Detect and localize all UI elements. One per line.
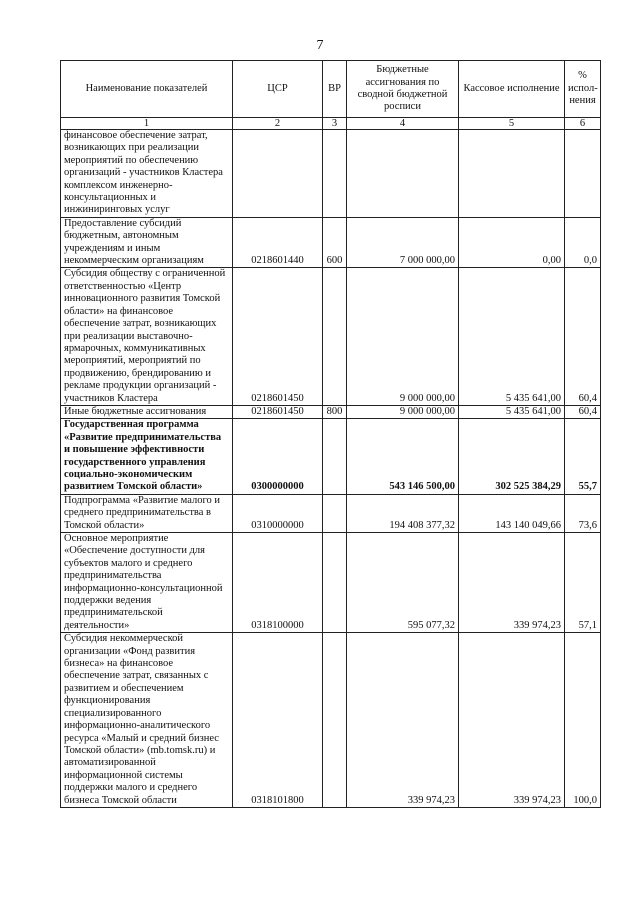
row-budget: [347, 130, 459, 218]
row-csr: 0218601450: [233, 268, 323, 405]
row-cash: 339 974,23: [459, 533, 565, 633]
row-vr: [323, 130, 347, 218]
header-row: [61, 61, 601, 118]
table-row: [61, 130, 601, 218]
table-row: [61, 533, 601, 633]
page-number: 7: [316, 38, 324, 53]
row-budget: 9 000 000,00: [347, 405, 459, 418]
row-name: Основное мероприятие «Обеспечение доступности для субъектов малого и среднего предпринимательства информационно-консультационной поддержки ведения предпринимательской деятельности»: [61, 533, 233, 633]
row-budget: 339 974,23: [347, 633, 459, 808]
row-cash: 5 435 641,00: [459, 268, 565, 405]
row-vr: [323, 419, 347, 494]
row-csr: 0310000000: [233, 494, 323, 532]
header-csr: ЦСР: [233, 61, 323, 118]
row-vr: [323, 268, 347, 405]
row-csr: 0218601450: [233, 405, 323, 418]
header-percent: % испол-нения: [565, 61, 601, 118]
row-csr: 0300000000: [233, 419, 323, 494]
row-budget: 7 000 000,00: [347, 217, 459, 268]
row-budget: 194 408 377,32: [347, 494, 459, 532]
column-number: 3: [323, 118, 347, 130]
column-number: 2: [233, 118, 323, 130]
row-percent: 73,6: [565, 494, 601, 532]
row-cash: 339 974,23: [459, 633, 565, 808]
row-vr: 800: [323, 405, 347, 418]
table-row: [61, 419, 601, 494]
row-name: Субсидия некоммерческой организации «Фонд развития бизнеса» на финансовое обеспечение затрат, связанных с развитием и обеспечением функционирования специализированного информационно-аналитического ресурса «Малый и средний бизнес Томской области» (mb.tomsk.ru) и автоматизированной информационной системы поддержки малого и среднего бизнеса Томской области: [61, 633, 233, 808]
row-vr: [323, 494, 347, 532]
row-csr: 0318100000: [233, 533, 323, 633]
row-vr: 600: [323, 217, 347, 268]
row-csr: [233, 130, 323, 218]
row-name: Государственная программа «Развитие предпринимательства и повышение эффективности государственного управления социально-экономическим развитием Томской области»: [61, 419, 233, 494]
header-cash: Кассовое исполнение: [459, 61, 565, 118]
row-cash: 143 140 049,66: [459, 494, 565, 532]
row-percent: 60,4: [565, 405, 601, 418]
column-number: 1: [61, 118, 233, 130]
table-row: [61, 268, 601, 405]
row-name: Предоставление субсидий бюджетным, автономным учреждениям и иным некоммерческим организациям: [61, 217, 233, 268]
column-number: 6: [565, 118, 601, 130]
row-cash: 302 525 384,29: [459, 419, 565, 494]
table-row: [61, 405, 601, 418]
row-percent: 60,4: [565, 268, 601, 405]
row-name: Иные бюджетные ассигнования: [61, 405, 233, 418]
row-percent: 100,0: [565, 633, 601, 808]
header-name: Наименование показателей: [61, 61, 233, 118]
table-row: [61, 217, 601, 268]
header-budget: Бюджетные ассигнования по сводной бюджетной росписи: [347, 61, 459, 118]
row-budget: 595 077,32: [347, 533, 459, 633]
row-budget: 543 146 500,00: [347, 419, 459, 494]
row-percent: [565, 130, 601, 218]
table-row: [61, 494, 601, 532]
column-number-row: [61, 118, 601, 130]
row-cash: [459, 130, 565, 218]
row-csr: 0218601440: [233, 217, 323, 268]
table-row: [61, 633, 601, 808]
row-budget: 9 000 000,00: [347, 268, 459, 405]
header-vr: ВР: [323, 61, 347, 118]
column-number: 4: [347, 118, 459, 130]
row-name: финансовое обеспечение затрат, возникающих при реализации мероприятий по обеспечению организаций - участников Кластера комплексом инженерно-консультационных и инжиниринговых услуг: [61, 130, 233, 218]
row-cash: 0,00: [459, 217, 565, 268]
row-cash: 5 435 641,00: [459, 405, 565, 418]
row-percent: 0,0: [565, 217, 601, 268]
row-percent: 55,7: [565, 419, 601, 494]
row-name: Подпрограмма «Развитие малого и среднего предпринимательства в Томской области»: [61, 494, 233, 532]
row-name: Субсидия обществу с ограниченной ответственностью «Центр инновационного развития Томской области» на финансовое обеспечение затрат, возникающих при реализации выставочно-ярмарочных, коммуникативных мероприятий, мероприятий по продвижению, брендированию и рекламе продукции организаций - участников Кластера: [61, 268, 233, 405]
row-vr: [323, 533, 347, 633]
row-percent: 57,1: [565, 533, 601, 633]
row-vr: [323, 633, 347, 808]
column-number: 5: [459, 118, 565, 130]
row-csr: 0318101800: [233, 633, 323, 808]
budget-execution-table: [60, 60, 601, 808]
